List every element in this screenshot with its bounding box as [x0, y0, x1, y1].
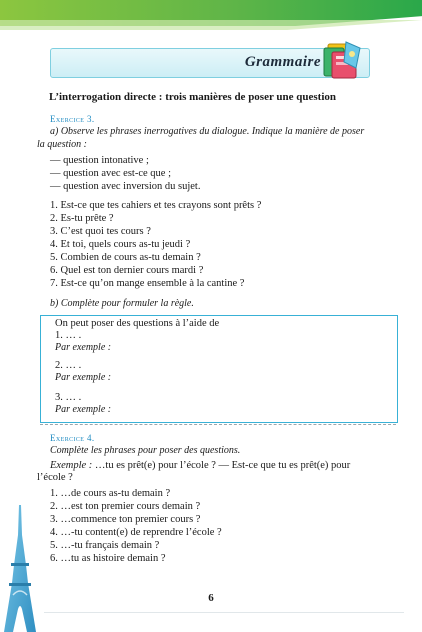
top-band-shadow	[0, 20, 422, 30]
page-number: 6	[208, 592, 214, 604]
page-heading: L’interrogation directe : trois manières de poser une question	[49, 91, 337, 103]
exercise-4-example-cont: l’école ?	[37, 472, 73, 483]
section-divider	[40, 424, 396, 425]
exercise-3-title: Exercice 3.	[50, 114, 95, 124]
rule-example-label: Par exemple :	[55, 342, 112, 353]
books-icon	[318, 38, 364, 82]
rule-item-number: 1. … .	[55, 330, 82, 341]
question-type-item: — question avec est-ce que ;	[50, 168, 171, 179]
question-type-item: — question intonative ;	[50, 155, 149, 166]
exercise-3-instruction-a-cont: la question :	[37, 139, 87, 150]
eiffel-tower-icon	[0, 505, 40, 632]
question-item: 5. Combien de cours as-tu demain ?	[50, 252, 201, 263]
rule-example-label: Par exemple :	[55, 404, 112, 415]
section-title: Grammaire	[244, 54, 321, 70]
exercise-4-instruction: Complète les phrases pour poser des questions.	[50, 445, 241, 456]
question-item: 7. Est-ce qu’on mange ensemble à la cantine ?	[50, 278, 245, 289]
exercise-4-title: Exercice 4.	[50, 433, 95, 443]
exercise-4-item: 2. …est ton premier cours demain ?	[50, 501, 201, 512]
rule-item-number: 2. … .	[55, 360, 82, 371]
exercise-4-item: 4. …-tu content(e) de reprendre l’école ?	[50, 527, 222, 538]
exercise-4-item: 1. …de cours as-tu demain ?	[50, 488, 171, 499]
exercise-3-instruction-b: b) Complète pour formuler la règle.	[50, 298, 194, 309]
example-label: Exemple :	[50, 460, 93, 471]
question-type-item: — question avec inversion du sujet.	[50, 181, 201, 192]
example-text: …tu es prêt(e) pour l’école ? — Est-ce que tu es prêt(e) pour	[92, 460, 351, 471]
question-item: 3. C’est quoi tes cours ?	[50, 226, 151, 237]
exercise-4-example	[50, 460, 350, 472]
question-item: 2. Es-tu prête ?	[50, 213, 114, 224]
exercise-4-item: 6. …tu as histoire demain ?	[50, 553, 166, 564]
question-item: 4. Et toi, quels cours as-tu jeudi ?	[50, 239, 191, 250]
footer-line	[44, 612, 404, 613]
exercise-4-item: 3. …commence ton premier cours ?	[50, 514, 201, 525]
rule-intro: On peut poser des questions à l’aide de	[55, 318, 220, 329]
rule-item-number: 3. … .	[55, 392, 82, 403]
question-item: 6. Quel est ton dernier cours mardi ?	[50, 265, 204, 276]
question-item: 1. Est-ce que tes cahiers et tes crayons sont prêts ?	[50, 200, 262, 211]
exercise-3-instruction-a: a) Observe les phrases inerrogatives du dialogue. Indique la manière de poser	[50, 126, 365, 137]
rule-example-label: Par exemple :	[55, 372, 112, 383]
exercise-4-item: 5. …-tu français demain ?	[50, 540, 160, 551]
